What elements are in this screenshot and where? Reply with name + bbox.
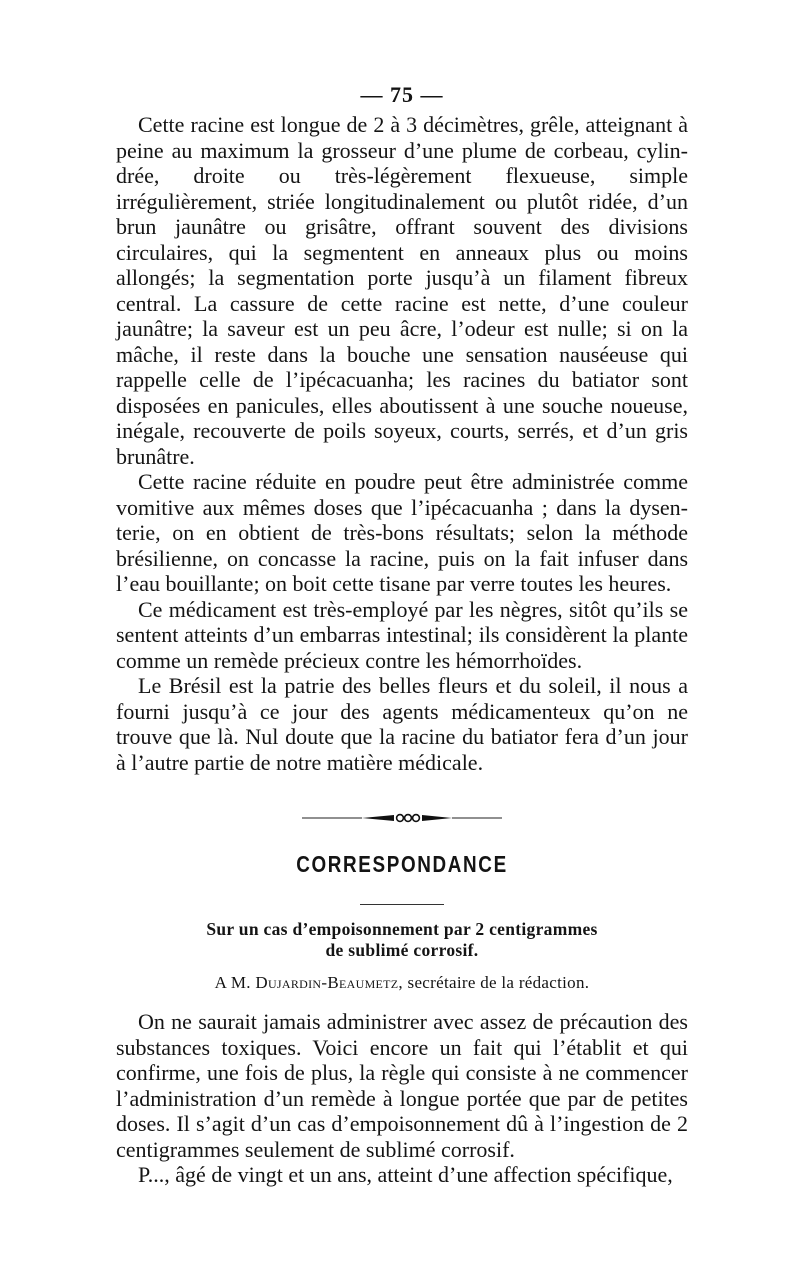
- letter-text: [116, 1009, 688, 1188]
- subtitle-line-2: de sublimé corrosif.: [325, 940, 479, 960]
- letter-address: [116, 973, 688, 993]
- subtitle-line-1: Sur un cas d’empoisonnement par 2 centigrammes: [206, 919, 598, 939]
- paragraph-2: Cette racine réduite en poudre peut être administrée comme vomitive aux mêmes doses que l’ipécacuanha ; dans la dysenterie, on en obtient de très-bons résultats; selon la méthode brésilienne, on concasse la racine, puis on la fait infuser dans l’eau bouillante; on boit cette tisane par verre toutes les heures.: [116, 469, 688, 596]
- section-divider-ornament: [116, 811, 688, 825]
- address-suffix: secrétaire de la rédaction.: [407, 973, 590, 992]
- paragraph-4: Le Brésil est la patrie des belles fleurs et du soleil, il nous a fourni jusqu’à ce jour des agents médicamenteux qu’on ne trouve que là. Nul doute que la racine du batiator fera d’un jour à l’autre partie de notre matière médicale.: [116, 673, 688, 775]
- title-rule: [360, 904, 444, 905]
- section-title: CORRESPONDANCE: [296, 851, 508, 877]
- letter-paragraph-2: P..., âgé de vingt et un ans, atteint d’une affection spécifique,: [138, 1162, 673, 1187]
- paragraph-3: Ce médicament est très-employé par les nègres, sitôt qu’ils se sentent atteints d’un embarras intestinal; ils considèrent la plante comme un remède précieux contre les hémorrhoïdes.: [116, 596, 688, 673]
- page-number: — 75 —: [360, 82, 444, 107]
- address-prefix: A M.: [214, 973, 251, 992]
- address-name: Dujardin-Beaumetz,: [255, 973, 403, 992]
- letter-paragraph-1: On ne saurait jamais administrer avec assez de précaution des substances toxiques. Voici encore un fait qui l’établit et qui confirme, une fois de plus, la règle qui consiste à ne commencer l’administration d’un remède à longue portée que par de petites doses. Il s’agit d’un cas d’empoisonnement dû à l’ingestion de 2 centigrammes seulement de sublimé corrosif.: [116, 1009, 688, 1162]
- paragraph-1: Cette racine est longue de 2 à 3 décimètres, grêle, atteignant à peine au maximum la grosseur d’une plume de corbeau, cylindrée, droite ou très-légèrement flexueuse, simple irrégulièrement, striée longitudinalement ou plutôt ridée, d’un brun jaunâtre ou grisâtre, offrant souvent des divisions circulaires, qui la segmentent en anneaux plus ou moins allongés; la segmentation porte jusqu’à un filament fibreux central. La cassure de cette racine est nette, d’une couleur jaunâtre; la saveur est un peu âcre, l’odeur est nulle; si on la mâche, il reste dans la bouche une sensation nauséeuse qui rappelle celle de l’ipécacuanha; les racines du batiator sont disposées en panicules, elles aboutissent à une souche noueuse, inégale, recouverte de poils soyeux, courts, serrés, et d’un gris brunâtre.: [116, 112, 688, 469]
- body-text: [116, 112, 688, 775]
- article-subtitle: [116, 919, 688, 961]
